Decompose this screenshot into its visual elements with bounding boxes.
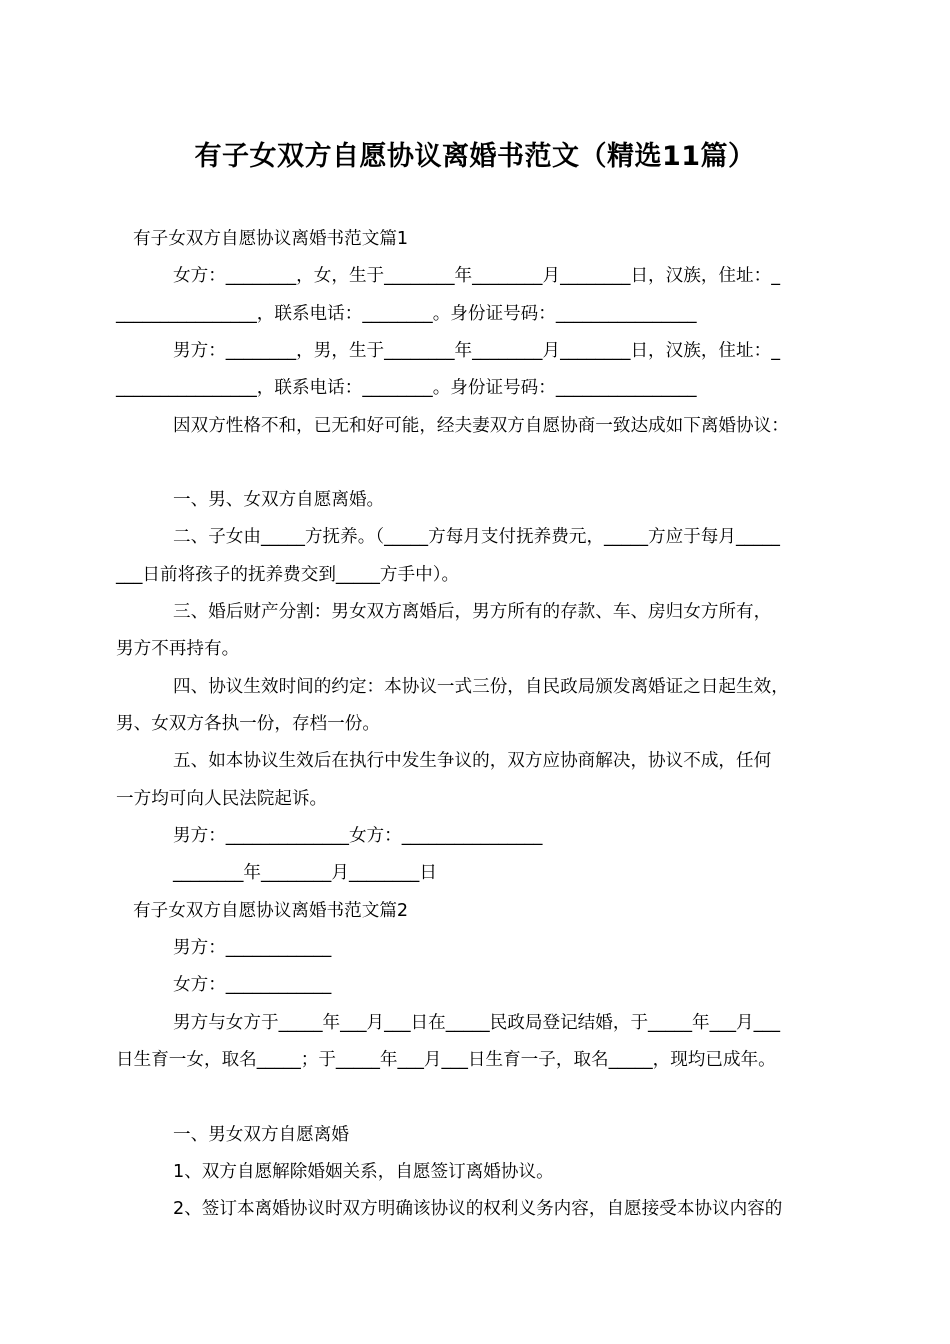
date-line: ________年________月________日 xyxy=(173,863,437,883)
paragraph-line: 二、子女由_____方抚养。（_____方每月支付抚养费元，_____方应于每月_____ xyxy=(173,527,780,547)
paragraph-line: 1、双方自愿解除婚姻关系，自愿签订离婚协议。 xyxy=(173,1162,554,1182)
section-heading-2: 有子女双方自愿协议离婚书范文篇2 xyxy=(133,901,409,921)
paragraph-line: 男方：________，男，生于________年________月________日，汉族，住址：_ xyxy=(173,341,780,361)
section-heading-1: 有子女双方自愿协议离婚书范文篇1 xyxy=(133,229,409,249)
paragraph-line: 男方：____________ xyxy=(173,938,332,958)
paragraph-line: ________________，联系电话：________。身份证号码：________________ xyxy=(116,304,697,324)
paragraph-line: 女方：________，女，生于________年________月________日，汉族，住址：_ xyxy=(173,266,780,286)
paragraph-line: 男、女双方各执一份，存档一份。 xyxy=(116,714,380,734)
paragraph-line: 一、男女双方自愿离婚 xyxy=(173,1125,349,1145)
paragraph-line: 一、男、女双方自愿离婚。 xyxy=(173,490,385,510)
paragraph-line: 一方均可向人民法院起诉。 xyxy=(116,789,328,809)
paragraph-line: 女方：____________ xyxy=(173,975,332,995)
paragraph-line: ___日前将孩子的抚养费交到_____方手中）。 xyxy=(116,565,460,585)
paragraph-line: ________________，联系电话：________。身份证号码：________________ xyxy=(116,378,697,398)
document-title: 有子女双方自愿协议离婚书范文（精选11篇） xyxy=(194,141,756,172)
paragraph-line: 男方不再持有。 xyxy=(116,639,240,659)
paragraph-line: 五、如本协议生效后在执行中发生争议的，双方应协商解决，协议不成，任何 xyxy=(173,751,772,771)
paragraph-line: 男方与女方于_____年___月___日在_____民政局登记结婚，于_____年___月___ xyxy=(173,1013,780,1033)
paragraph-line: 四、协议生效时间的约定：本协议一式三份，自民政局颁发离婚证之日起生效， xyxy=(173,677,789,697)
paragraph-line: 三、婚后财产分割：男女双方离婚后，男方所有的存款、车、房归女方所有， xyxy=(173,602,772,622)
paragraph-line: 日生育一女，取名_____；于_____年___月___日生育一子，取名_____，现均已成年。 xyxy=(116,1050,776,1070)
paragraph-line: 2、签订本离婚协议时双方明确该协议的权利义务内容，自愿接受本协议内容的 xyxy=(173,1199,783,1219)
signature-line: 男方：______________女方：________________ xyxy=(173,826,543,846)
paragraph-line: 因双方性格不和，已无和好可能，经夫妻双方自愿协商一致达成如下离婚协议： xyxy=(173,416,789,436)
